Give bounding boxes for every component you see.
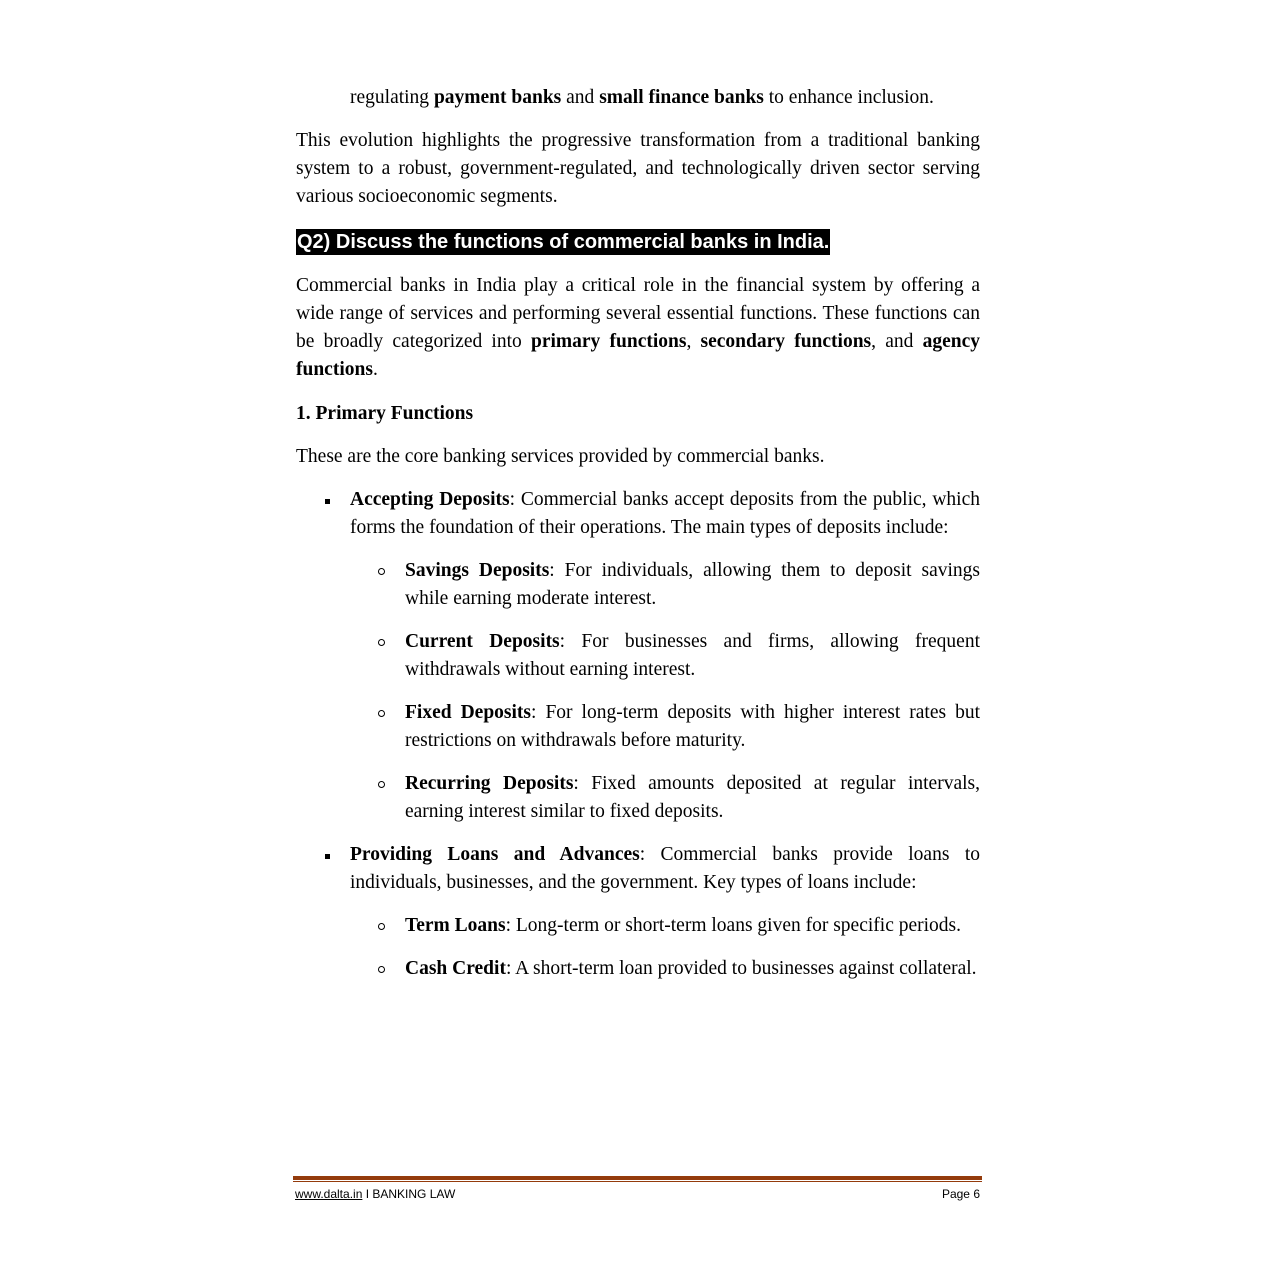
sub-item-term: Savings Deposits — [405, 560, 550, 581]
sub-item-text — [405, 699, 980, 755]
bullet-term: Providing Loans and Advances — [350, 844, 640, 865]
sub-item-description: : For individuals, allowing them to deposit savings while earning moderate interest. — [405, 560, 980, 609]
bullet-text — [350, 486, 980, 542]
intro-bold-secondary: secondary functions — [700, 331, 872, 352]
sub-item-description: : A short-term loan provided to businesses against collateral. — [505, 958, 977, 979]
evolution-paragraph: This evolution highlights the progressive transformation from a traditional banking system to a robust, government-regulated, and technologically driven sector serving various socioeconomic segments. — [296, 130, 980, 207]
intro-text-2: , — [686, 331, 701, 352]
sub-item-description: : For businesses and firms, allowing frequent withdrawals without earning interest. — [405, 631, 980, 680]
list-item — [296, 486, 980, 826]
sub-item-term: Current Deposits — [405, 631, 560, 652]
sub-list-item — [350, 770, 980, 826]
bullet-list — [296, 486, 980, 983]
circle-bullet-icon — [378, 923, 385, 930]
section-intro: These are the core banking services provided by commercial banks. — [296, 446, 825, 467]
page-number: Page 6 — [941, 1187, 980, 1201]
sub-item-text — [405, 770, 980, 826]
continuation-text-3: to enhance inclusion. — [763, 87, 934, 108]
sub-item-description: : Fixed amounts deposited at regular intervals, earning interest similar to fixed deposits. — [405, 773, 980, 822]
footer-title: I BANKING LAW — [362, 1187, 456, 1201]
continuation-text-1: regulating — [350, 87, 434, 108]
intro-bold-agency: agency functions — [296, 331, 980, 380]
footer-divider-thin — [293, 1181, 982, 1182]
sub-list — [350, 557, 980, 826]
list-item — [296, 841, 980, 983]
intro-text-1: Commercial banks in India play a critical role in the financial system by offering a wide range of services and performing several essential functions. These functions can be broadly categorized into — [296, 275, 980, 352]
intro-text-3: , and — [871, 331, 923, 352]
footer-left — [295, 1186, 455, 1202]
intro-paragraph — [296, 272, 980, 384]
sub-list-item — [350, 955, 980, 983]
question-heading: Q2) Discuss the functions of commercial banks in India. — [297, 231, 830, 253]
page-content — [296, 84, 980, 983]
sub-item-term: Term Loans — [405, 915, 506, 936]
sub-list — [350, 912, 980, 983]
section-heading: 1. Primary Functions — [296, 403, 474, 424]
sub-item-term: Recurring Deposits — [405, 773, 574, 794]
circle-bullet-icon — [378, 568, 385, 575]
sub-item-text — [405, 628, 980, 684]
bullet-description: : Commercial banks accept deposits from the public, which forms the foundation of their operations. The main types of deposits include: — [350, 489, 980, 538]
circle-bullet-icon — [378, 966, 385, 973]
sub-item-text — [405, 955, 980, 983]
footer-divider — [293, 1176, 982, 1180]
bullet-term: Accepting Deposits — [350, 489, 510, 510]
intro-text-4: . — [372, 359, 378, 380]
sub-list-item — [350, 699, 980, 755]
continuation-bold-2: small finance banks — [599, 87, 764, 108]
sub-item-term: Fixed Deposits — [405, 702, 532, 723]
circle-bullet-icon — [378, 639, 385, 646]
continuation-paragraph — [350, 84, 980, 112]
sub-item-text — [405, 557, 980, 613]
footer-site-link[interactable]: www.dalta.in — [295, 1187, 363, 1201]
circle-bullet-icon — [378, 710, 385, 717]
circle-bullet-icon — [378, 781, 385, 788]
sub-item-description: : Long-term or short-term loans given for specific periods. — [505, 915, 962, 936]
question-heading-wrap — [296, 229, 980, 257]
sub-item-term: Cash Credit — [405, 958, 506, 979]
sub-list-item — [350, 912, 980, 940]
sub-item-description: : For long-term deposits with higher interest rates but restrictions on withdrawals before maturity. — [405, 702, 980, 751]
square-bullet-icon — [325, 854, 330, 859]
sub-list-item — [350, 557, 980, 613]
bullet-text — [350, 841, 980, 897]
sub-list-item — [350, 628, 980, 684]
continuation-bold-1: payment banks — [433, 87, 562, 108]
continuation-text-2: and — [561, 87, 600, 108]
sub-item-text — [405, 912, 980, 940]
bullet-description: : Commercial banks provide loans to individuals, businesses, and the government. Key types of loans include: — [350, 844, 980, 893]
square-bullet-icon — [325, 499, 330, 504]
intro-bold-primary: primary functions — [530, 331, 687, 352]
